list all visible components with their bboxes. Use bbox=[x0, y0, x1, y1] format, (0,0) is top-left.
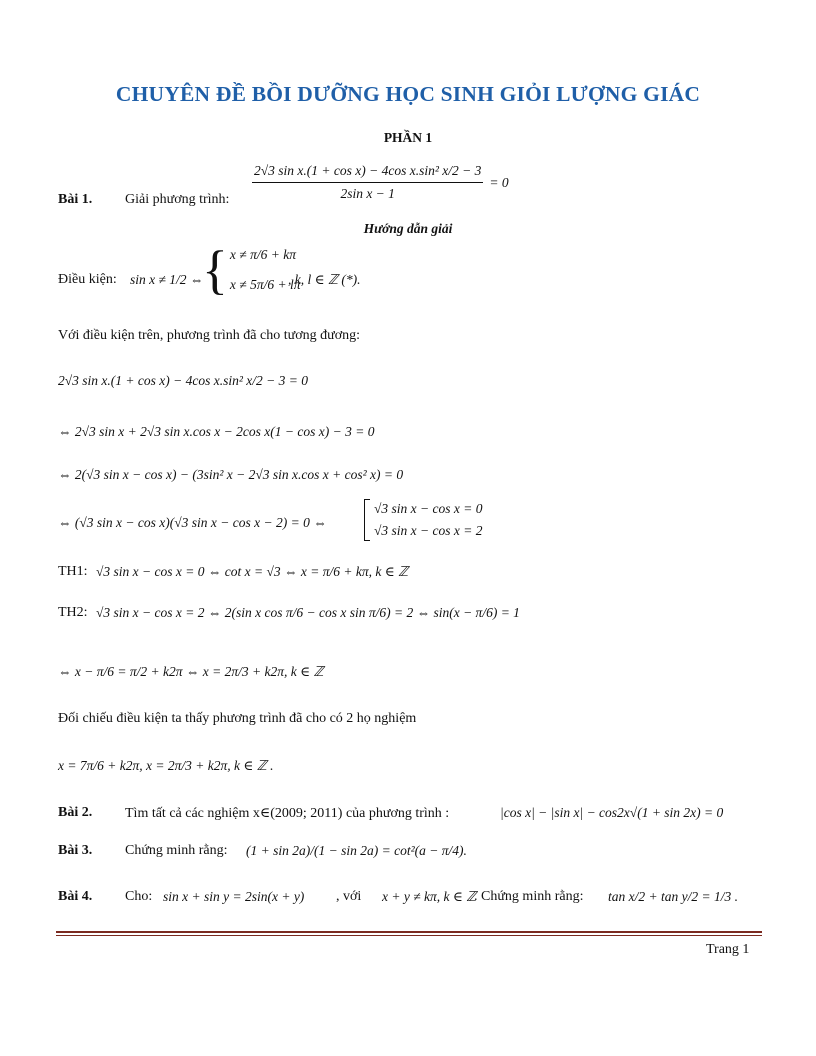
bai2-text: Tìm tất cả các nghiệm x∈(2009; 2011) của phương trình : bbox=[125, 806, 450, 821]
bai4-label: Bài 4. bbox=[58, 889, 93, 904]
equiv-intro: Với điều kiện trên, phương trình đã cho tương đương: bbox=[58, 328, 360, 343]
th1-label: TH1: bbox=[58, 564, 88, 579]
cond-system bbox=[202, 240, 300, 300]
th2-result: ⇔ x − π/6 = π/2 + k2π ⇔ x = 2π/3 + k2π, k ∈ ℤ bbox=[58, 664, 324, 679]
bai1-rhs: = 0 bbox=[489, 174, 509, 190]
footer-rule-thick bbox=[56, 931, 762, 933]
step-1: 2√3 sin x.(1 + cos x) − 4cos x.sin² x/2 − 3 = 0 bbox=[58, 373, 308, 388]
cond-tail: , k, l ∈ ℤ (*). bbox=[288, 272, 361, 287]
step-3: ⇔ 2(√3 sin x − cos x) − (3sin² x − 2√3 sin x.cos x + cos² x) = 0 bbox=[58, 467, 404, 482]
bai4-text2: . Chứng minh rằng: bbox=[474, 889, 584, 904]
th2-expr: √3 sin x − cos x = 2 ⇔ 2(sin x cos π/6 − cos x sin π/6) = 2 ⇔ sin(x − π/6) = 1 bbox=[96, 605, 520, 620]
bai1-numerator: 2√3 sin x.(1 + cos x) − 4cos x.sin² x/2 − 3 bbox=[252, 164, 483, 183]
bai4-mid: , với bbox=[336, 889, 362, 904]
page-number: Trang 1 bbox=[706, 942, 750, 957]
bai2-expr: |cos x| − |sin x| − cos2x√(1 + sin 2x) = 0 bbox=[500, 805, 724, 820]
left-bracket-icon bbox=[364, 499, 370, 541]
bai3-label: Bài 3. bbox=[58, 843, 93, 858]
bai1-text: Giải phương trình: bbox=[125, 192, 230, 207]
compare-text: Đối chiếu điều kiện ta thấy phương trình đã cho có 2 họ nghiệm bbox=[58, 711, 417, 726]
bai3-text: Chứng minh rằng: bbox=[125, 843, 228, 858]
bai2-label: Bài 2. bbox=[58, 805, 93, 820]
bai4-expr2: x + y ≠ kπ, k ∈ ℤ bbox=[382, 889, 477, 904]
cond-case2: x ≠ 5π/6 + lπ bbox=[229, 277, 301, 292]
bai4-text: Cho: bbox=[125, 889, 153, 904]
cond-case1: x ≠ π/6 + kπ bbox=[229, 247, 296, 262]
bai1-denominator: 2sin x − 1 bbox=[340, 186, 395, 201]
cond-label: Điều kiện: bbox=[58, 272, 117, 287]
guide-heading: Hướng dẫn giải bbox=[363, 221, 453, 236]
step-4: ⇔ (√3 sin x − cos x)(√3 sin x − cos x − 2) = 0 ⇔ bbox=[58, 515, 327, 530]
th2-label: TH2: bbox=[58, 605, 88, 620]
left-brace-icon: { bbox=[202, 240, 228, 300]
step-2: ⇔ 2√3 sin x + 2√3 sin x.cos x − 2cos x(1 − cos x) − 3 = 0 bbox=[58, 424, 375, 439]
page-title: CHUYÊN ĐỀ BỒI DƯỠNG HỌC SINH GIỎI LƯỢNG GIÁC bbox=[115, 82, 701, 106]
bai3-expr: (1 + sin 2a)/(1 − sin 2a) = cot²(a − π/4). bbox=[246, 843, 467, 858]
footer-rule-thin bbox=[56, 935, 762, 936]
bai1-equation bbox=[252, 164, 509, 201]
step-4-case-a: √3 sin x − cos x = 0 bbox=[374, 501, 483, 516]
th1-expr: √3 sin x − cos x = 0 ⇔ cot x = √3 ⇔ x = π/6 + kπ, k ∈ ℤ bbox=[96, 564, 409, 579]
step-4-cases bbox=[364, 498, 483, 542]
cond-lhs: sin x ≠ 1/2 ⇔ bbox=[130, 272, 204, 287]
bai4-expr1: sin x + sin y = 2sin(x + y) bbox=[163, 889, 305, 904]
part-heading: PHẦN 1 bbox=[383, 130, 433, 145]
bai1-label: Bài 1. bbox=[58, 192, 93, 207]
bai4-expr3: tan x/2 + tan y/2 = 1/3 . bbox=[608, 889, 738, 904]
step-4-case-b: √3 sin x − cos x = 2 bbox=[374, 523, 483, 538]
answer: x = 7π/6 + k2π, x = 2π/3 + k2π, k ∈ ℤ . bbox=[58, 758, 274, 773]
